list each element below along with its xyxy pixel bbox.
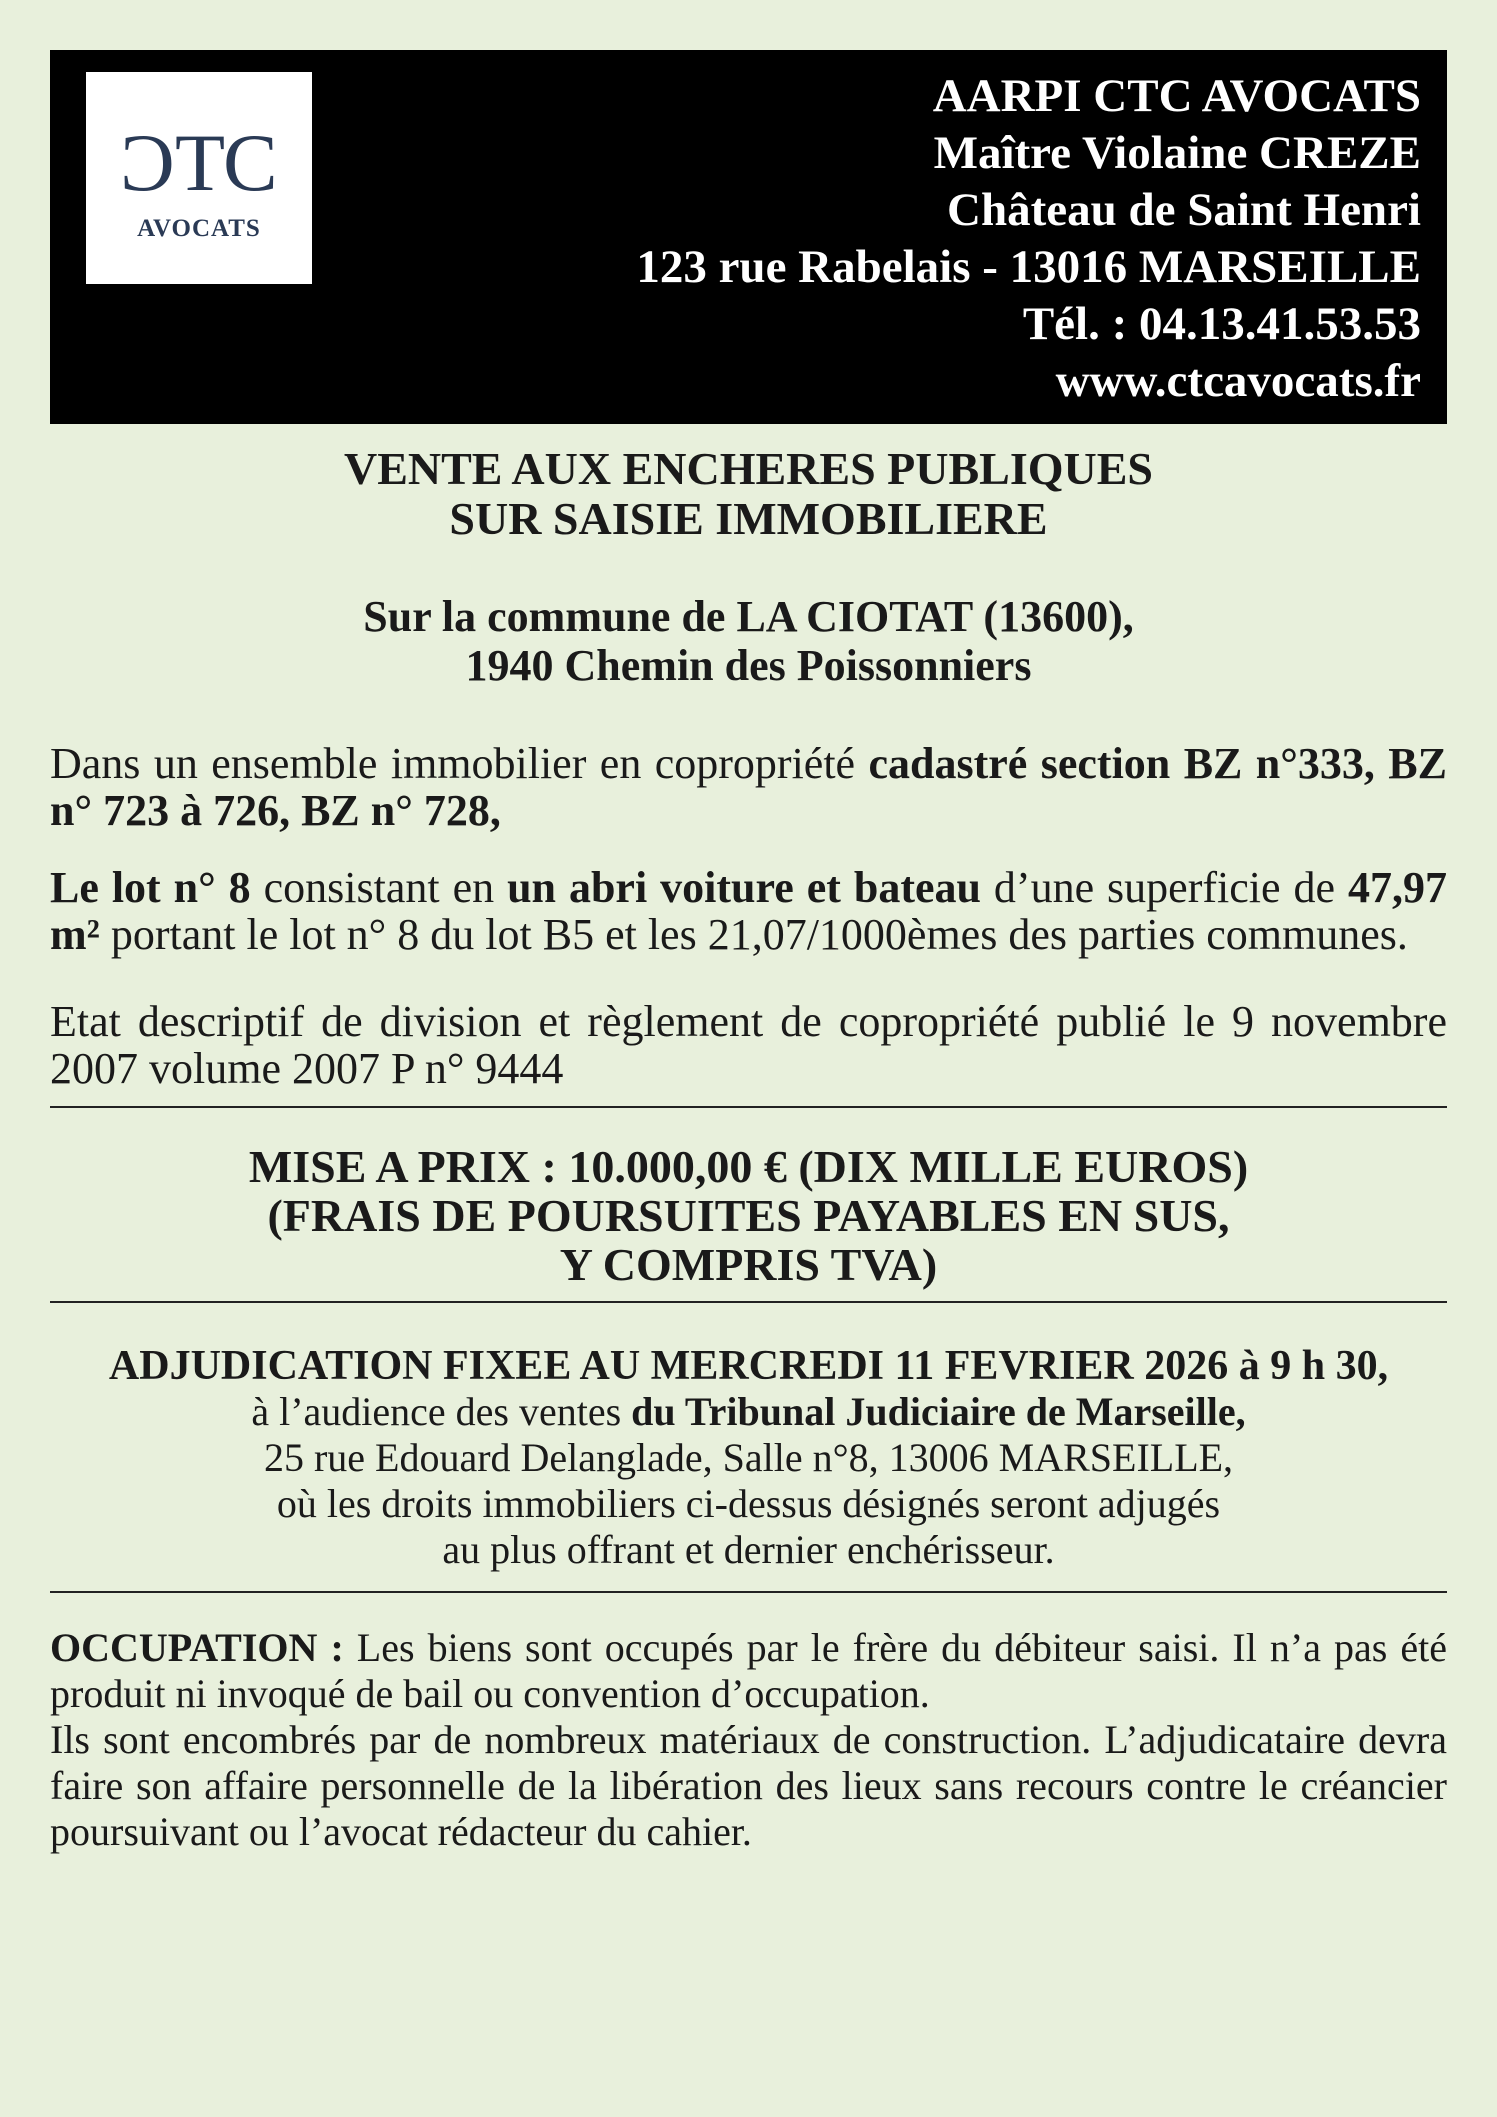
price-line-2: (FRAIS DE POURSUITES PAYABLES EN SUS, [267,1190,1230,1241]
title-line-2: SUR SAISIE IMMOBILIERE [449,493,1048,544]
location-line-2: 1940 Chemin des Poissonniers [465,641,1032,690]
occupation-section [50,1625,1447,1855]
starting-price [50,1142,1447,1289]
divider [50,1591,1447,1593]
lot-type: un abri voiture et bateau [507,863,981,912]
firm-logo [86,72,312,284]
logo-mark: CTC [122,117,276,208]
title-line-1: VENTE AUX ENCHERES PUBLIQUES [343,443,1154,494]
court-name: du Tribunal Judiciaire de Marseille, [631,1389,1246,1434]
firm-contact [636,68,1421,410]
adjudication-note-1: où les droits immobiliers ci-dessus désignés seront adjugés [276,1481,1221,1526]
lot-surface: 47,97 m² [50,863,1447,959]
court-address: 25 rue Edouard Delanglade, Salle n°8, 13006 MARSEILLE, [263,1435,1234,1480]
price-line-1: MISE A PRIX : 10.000,00 € (DIX MILLE EUROS) [248,1141,1249,1192]
location-line-1: Sur la commune de LA CIOTAT (13600), [363,592,1134,641]
lot-number: Le lot n° 8 [50,863,251,912]
court-text: à l’audience des ventes [251,1389,632,1434]
firm-address: 123 rue Rabelais - 13016 MARSEILLE [636,241,1421,293]
property-location [50,592,1447,690]
adjudication-date: ADJUDICATION FIXEE AU MERCREDI 11 FEVRIER 2026 à 9 h 30, [108,1343,1389,1389]
legal-notice [50,50,1447,1855]
adjudication-block [50,1343,1447,1573]
lot-paragraph [50,864,1447,958]
occupation-text-1: Les biens sont occupés par le frère du débiteur saisi. Il n’a pas été produit ni invoqué de bail ou convention d’occupation. [50,1625,1447,1716]
notice-title [50,444,1447,544]
firm-name: AARPI CTC AVOCATS [932,70,1421,122]
logo-subtitle: AVOCATS [137,215,261,242]
lawyer-name: Maître Violaine CREZE [933,127,1421,179]
cadastre-paragraph [50,740,1447,834]
cadastre-reference: cadastré section BZ n°333, BZ n° 723 à 726, BZ n° 728, [50,739,1447,835]
firm-website: www.ctcavocats.fr [1055,355,1421,407]
lot-text-3: portant le lot n° 8 du lot B5 et les 21,07/1000èmes des parties communes. [99,910,1408,959]
cadastre-text: Dans un ensemble immobilier en copropriété [50,739,869,788]
firm-building: Château de Saint Henri [947,184,1421,236]
adjudication-court [50,1389,1447,1435]
divider [50,1301,1447,1303]
adjudication-note-2: au plus offrant et dernier enchérisseur. [442,1527,1055,1572]
occupation-paragraph-1 [50,1625,1447,1717]
lot-text-1: consistant en [250,863,508,912]
divider [50,1106,1447,1108]
firm-phone: Tél. : 04.13.41.53.53 [1022,298,1421,350]
occupation-paragraph-2: Ils sont encombrés par de nombreux matériaux de construction. L’adjudicataire devra faire son affaire personnelle de la libération des lieux sans recours contre le créancier poursuivant ou l’avocat rédacteur du cahier. [50,1717,1447,1854]
price-line-3: Y COMPRIS TVA) [559,1239,938,1290]
header-banner [50,50,1447,424]
occupation-label: OCCUPATION : [50,1625,344,1670]
lot-text-2: d’une superficie de [980,863,1348,912]
etat-descriptif-paragraph: Etat descriptif de division et règlement de copropriété publié le 9 novembre 2007 volume 2007 P n° 9444 [50,997,1447,1093]
